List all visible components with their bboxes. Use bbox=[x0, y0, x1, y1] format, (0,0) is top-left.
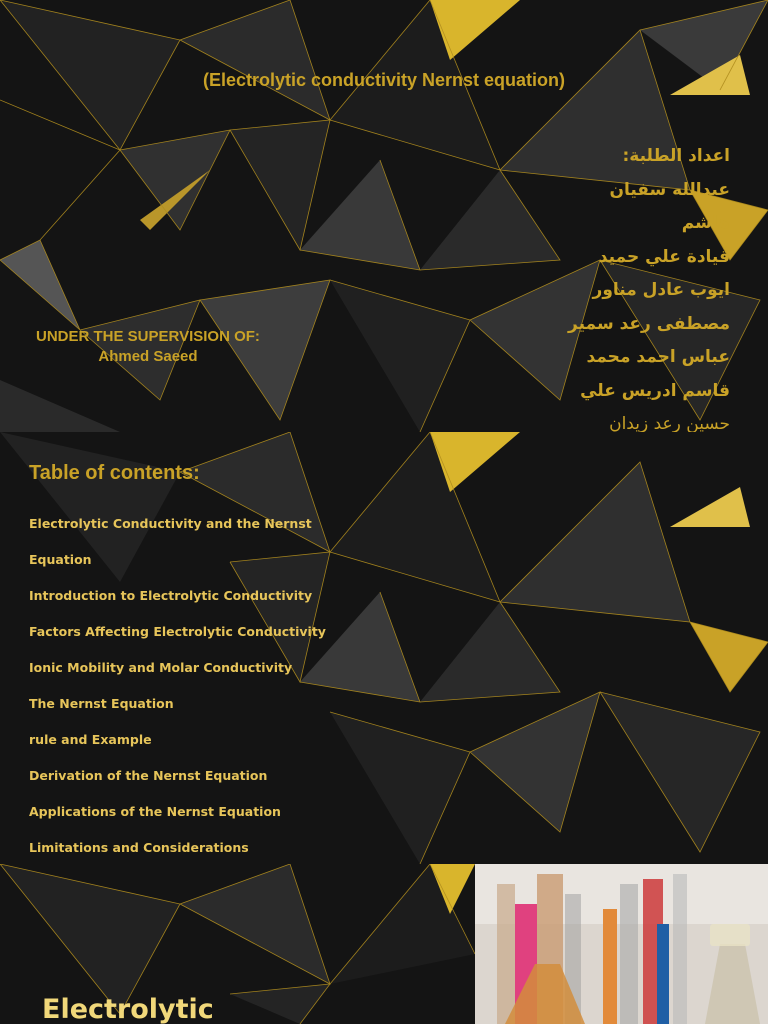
student-name: قاسم ادريس علي bbox=[580, 380, 730, 401]
toc-item: Equation bbox=[29, 552, 92, 567]
lab-glassware-image bbox=[475, 864, 768, 1024]
toc-item: rule and Example bbox=[29, 732, 152, 747]
students-heading: اعداد الطلبة: bbox=[622, 146, 730, 166]
lab-glassware-illustration bbox=[475, 864, 768, 1024]
slide3-title: Electrolytic bbox=[42, 994, 214, 1024]
supervision-block bbox=[36, 328, 260, 365]
toc-item: Derivation of the Nernst Equation bbox=[29, 768, 268, 783]
slide-title bbox=[0, 0, 768, 432]
student-name: مصطفى رعد سمير bbox=[568, 313, 730, 334]
toc-item: Applications of the Nernst Equation bbox=[29, 804, 281, 819]
toc-item: Ionic Mobility and Molar Conductivity bbox=[29, 660, 293, 675]
slide-electrolytic bbox=[0, 864, 768, 1024]
supervision-label: UNDER THE SUPERVISION OF: bbox=[36, 328, 260, 345]
toc-item: Introduction to Electrolytic Conductivity bbox=[29, 588, 313, 603]
student-name: ايوب عادل مناور bbox=[592, 280, 730, 300]
student-name: عبدالله سفيان bbox=[609, 179, 730, 200]
supervisor-name: Ahmed Saeed bbox=[98, 348, 198, 365]
toc-item: Limitations and Considerations bbox=[29, 840, 249, 855]
student-name: هاشم bbox=[681, 213, 730, 233]
toc-item: Electrolytic Conductivity and the Nernst bbox=[29, 516, 312, 531]
toc-list bbox=[29, 516, 326, 864]
slide-table-of-contents bbox=[0, 432, 768, 864]
presentation-title: (Electrolytic conductivity Nernst equation) bbox=[202, 70, 566, 90]
student-name: حسين رعد زيدان bbox=[609, 414, 730, 432]
student-names-list bbox=[430, 140, 730, 432]
toc-item: Factors Affecting Electrolytic Conductivity bbox=[29, 624, 326, 639]
student-name: قيادة علي حميد bbox=[598, 246, 730, 267]
student-name: عباس احمد محمد bbox=[586, 347, 730, 367]
toc-title: Table of contents: bbox=[29, 462, 200, 484]
toc-item: The Nernst Equation bbox=[29, 696, 174, 711]
